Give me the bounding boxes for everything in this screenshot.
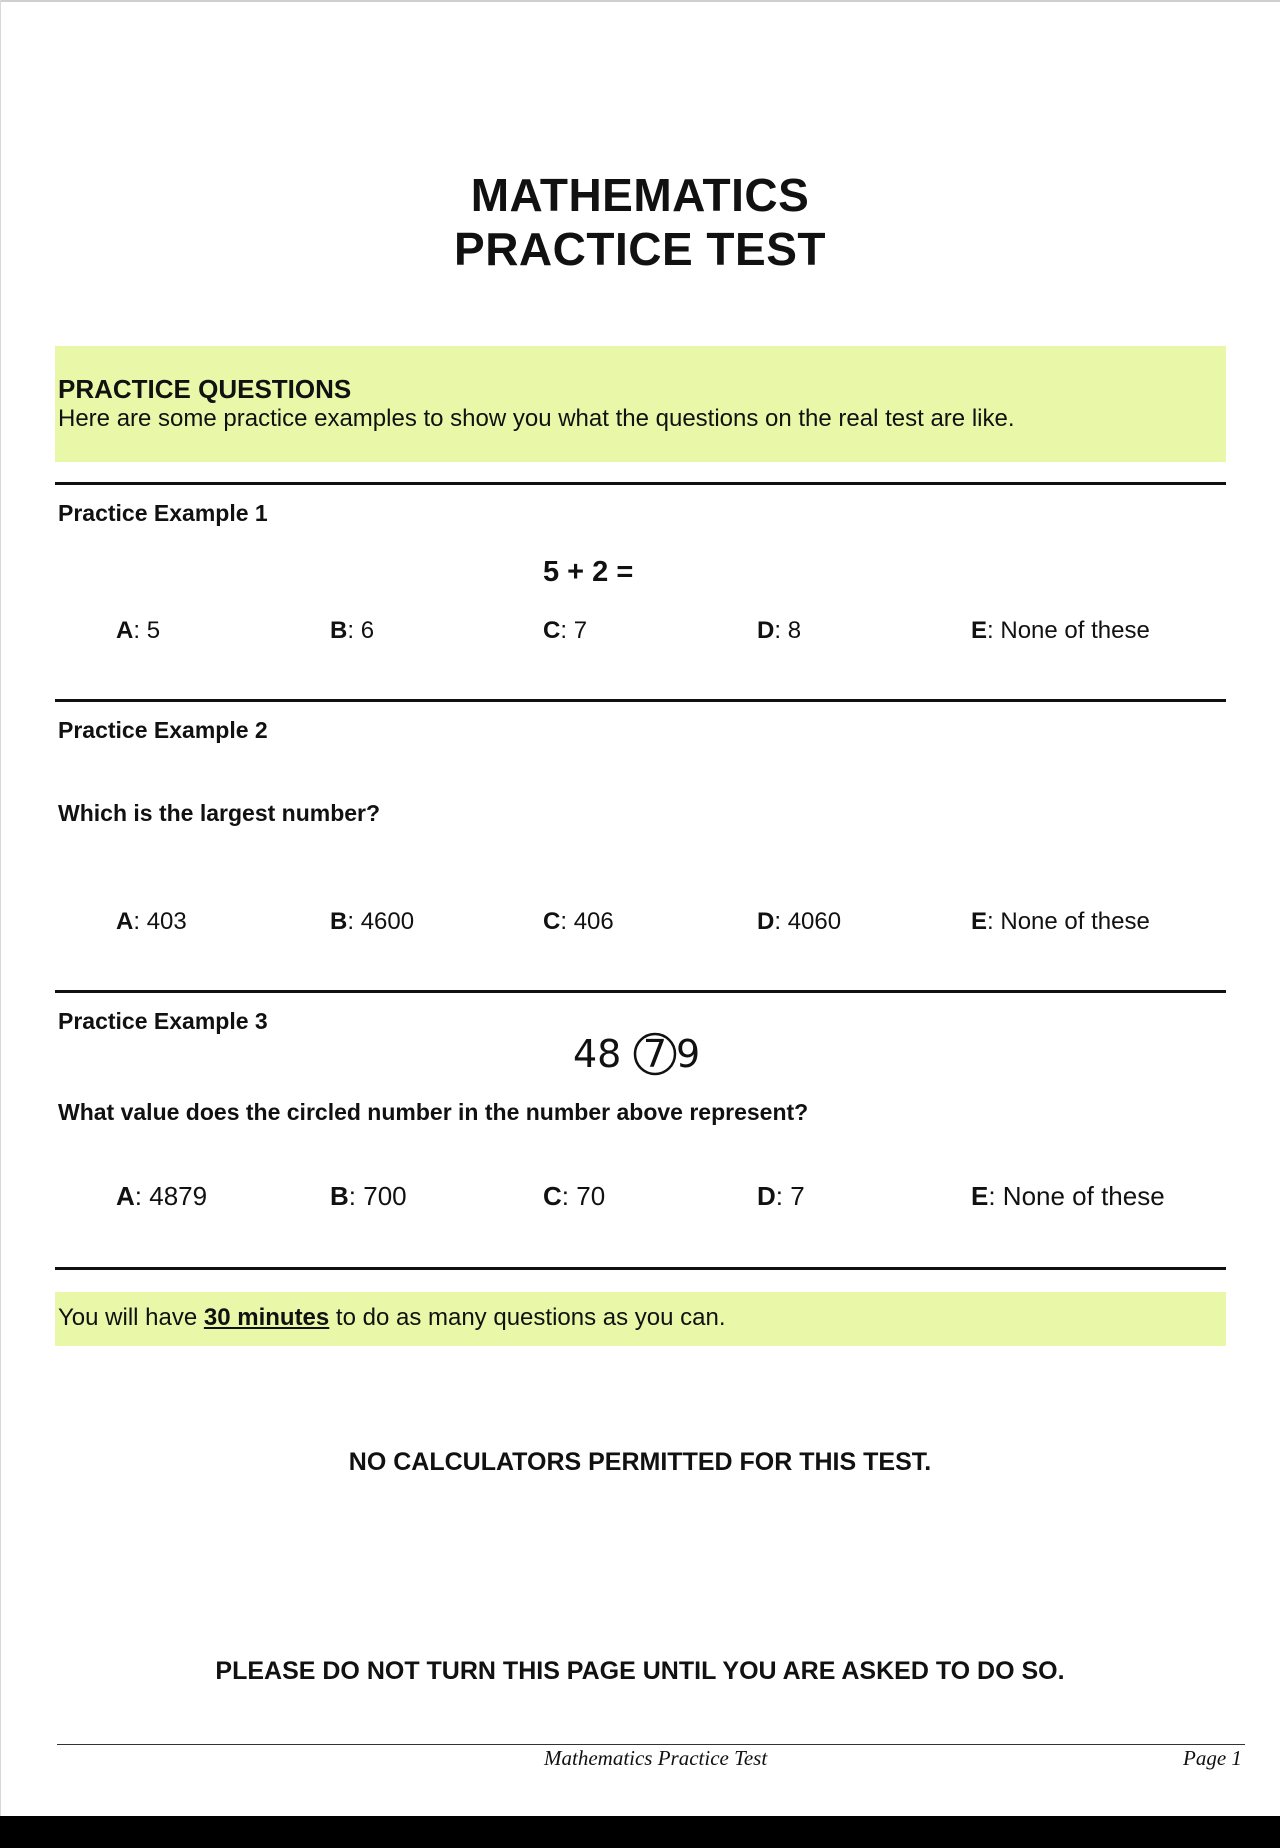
practice-questions-description: Here are some practice examples to show you what the questions on the real test are like. [58,405,1015,432]
example-2-question: Which is the largest number? [58,800,381,826]
footer-page-number: Page 1 [1183,1746,1242,1770]
example-3-option-c: C: 70 [543,1181,606,1211]
example-1-label: Practice Example 1 [58,500,268,526]
figure-trailing-digit: 9 [676,1032,701,1076]
example-3-option-a: A: 4879 [116,1181,208,1211]
figure-leading-digits: 48 [573,1032,622,1076]
section-divider [55,1267,1226,1270]
example-2-option-e: E: None of these [971,908,1150,935]
example-2-option-b: B: 4600 [330,908,415,935]
example-1-option-b: B: 6 [330,617,375,644]
section-divider [55,699,1226,702]
time-limit-duration: 30 minutes [203,1304,330,1331]
footer-title: Mathematics Practice Test [544,1746,768,1770]
example-2-option-d: D: 4060 [757,908,842,935]
example-3-label: Practice Example 3 [58,1008,268,1034]
example-3-option-e: E: None of these [971,1181,1165,1211]
top-border [0,0,1280,2]
section-divider [55,990,1226,993]
example-2-label: Practice Example 2 [58,717,268,743]
no-calculators-notice: NO CALCULATORS PERMITTED FOR THIS TEST. [348,1448,932,1476]
example-1-equation: 5 + 2 = [543,556,634,588]
footer-divider [57,1744,1245,1745]
title-line-1: MATHEMATICS [470,169,810,221]
practice-questions-heading: PRACTICE QUESTIONS [58,374,352,404]
example-2-option-c: C: 406 [543,908,614,935]
circled-number-figure [573,1024,713,1078]
example-3-question: What value does the circled number in the number above represent? [58,1099,809,1125]
example-1-option-a: A: 5 [116,617,161,644]
example-1-option-c: C: 7 [543,617,588,644]
example-1-option-e: E: None of these [971,617,1150,644]
example-1-option-d: D: 8 [757,617,802,644]
time-limit-text: You will have 30 minutes to do as many questions as you can. [58,1304,726,1331]
bottom-bar [0,1816,1280,1848]
example-3-option-b: B: 700 [330,1181,407,1211]
section-divider [55,482,1226,485]
example-2-option-a: A: 403 [116,908,187,935]
example-3-option-d: D: 7 [757,1181,805,1211]
time-limit-box [55,1292,1226,1346]
figure-circled-digit: 7 [642,1032,668,1076]
do-not-turn-notice: PLEASE DO NOT TURN THIS PAGE UNTIL YOU ARE ASKED TO DO SO. [215,1657,1065,1685]
practice-questions-box [55,346,1226,462]
title-line-2: PRACTICE TEST [454,223,826,275]
page-title [0,168,1280,276]
